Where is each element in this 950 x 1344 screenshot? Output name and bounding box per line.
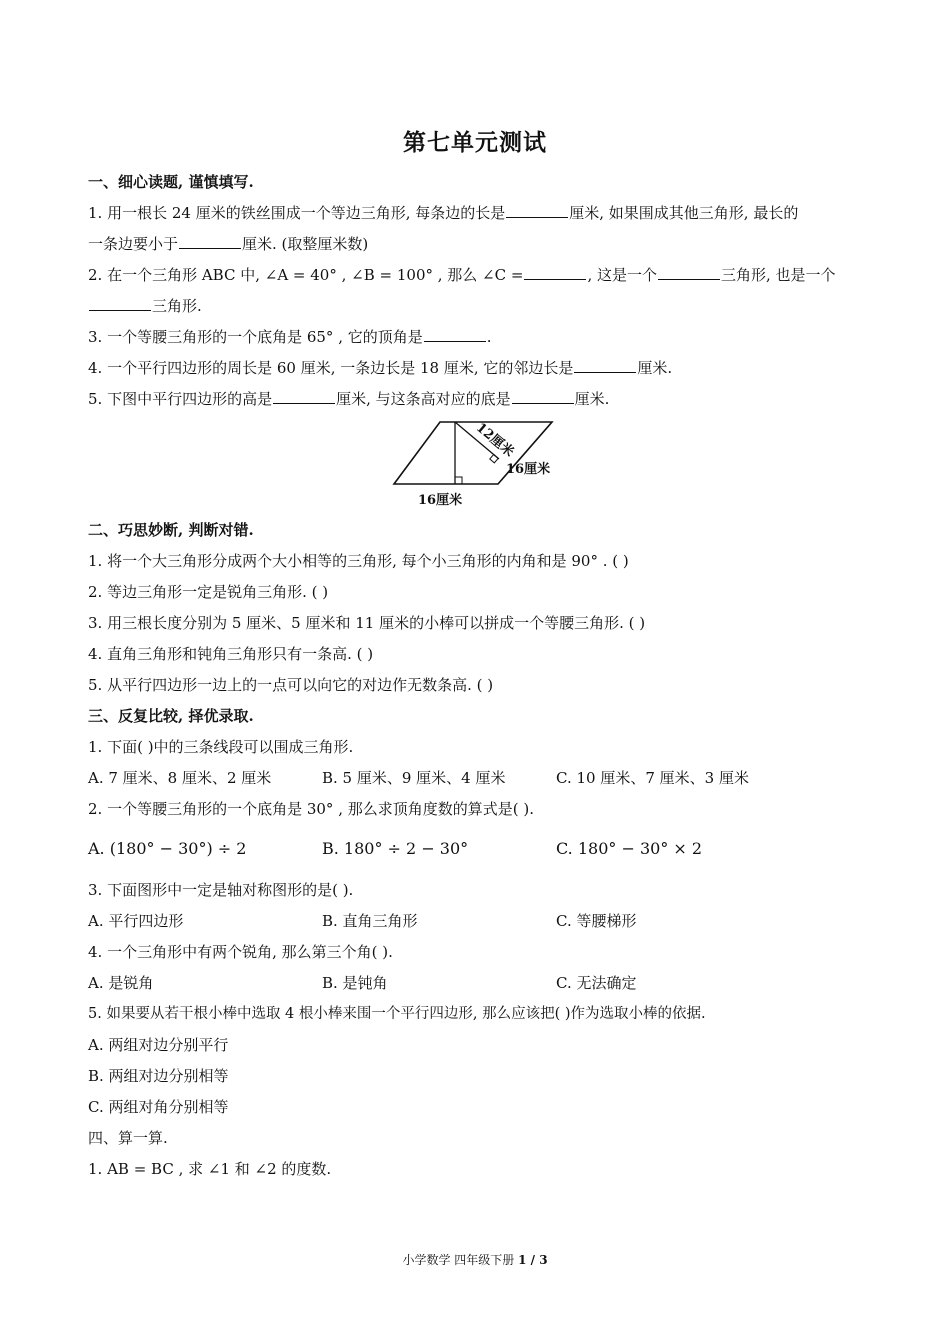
s2-item-4: 4. 直角三角形和钝角三角形只有一条高. ( ) (88, 645, 374, 663)
s1-q1-line2 (88, 234, 368, 254)
s1-q1-text-c: 一条边要小于 (88, 235, 179, 253)
s2-item-3: 3. 用三根长度分别为 5 厘米、5 厘米和 11 厘米的小棒可以拼成一个等腰三角形. ( ) (88, 614, 646, 632)
s2-item-5: 5. 从平行四边形一边上的一点可以向它的对边作无数条高. ( ) (88, 676, 494, 694)
s3-q4: 4. 一个三角形中有两个锐角, 那么第三个角( ). (88, 943, 393, 961)
right-angle-mark (455, 477, 462, 484)
s3-q2-option-a[interactable]: A. (180° − 30°) ÷ 2 (88, 839, 247, 858)
s3-q1-option-b[interactable]: B. 5 厘米、9 厘米、4 厘米 (322, 769, 506, 787)
s1-q2-line1 (88, 265, 836, 285)
section-3-heading: 三、反复比较, 择优录取. (88, 707, 254, 725)
s1-q5-text-c: 厘米. (574, 390, 610, 408)
s1-q1-text-a: 1. 用一根长 24 厘米的铁丝围成一个等边三角形, 每条边的长是 (88, 204, 506, 222)
s1-q4-text-a: 4. 一个平行四边形的周长是 60 厘米, 一条边长是 18 厘米, 它的邻边长是 (88, 359, 574, 377)
answer-blank[interactable] (424, 327, 486, 342)
footer-subject: 小学数学 四年级下册 (402, 1253, 515, 1267)
s3-q4-option-c[interactable]: C. 无法确定 (556, 974, 637, 992)
s1-q1-line1 (88, 203, 798, 223)
s1-q3-text-a: 3. 一个等腰三角形的一个底角是 65° , 它的顶角是 (88, 328, 423, 346)
s2-item-1: 1. 将一个大三角形分成两个大小相等的三角形, 每个小三角形的内角和是 90° . ( ) (88, 552, 629, 570)
label-base-16: 16厘米 (418, 493, 463, 508)
s4-q1: 1. AB = BC , 求 ∠1 和 ∠2 的度数. (88, 1160, 332, 1178)
answer-blank[interactable] (89, 296, 151, 311)
s1-q5-text-b: 厘米, 与这条高对应的底是 (336, 390, 511, 408)
answer-blank[interactable] (179, 234, 241, 249)
s2-item-2: 2. 等边三角形一定是锐角三角形. ( ) (88, 583, 329, 601)
footer-page-number: 1 / 3 (518, 1253, 548, 1267)
s1-q2-text-a: 2. 在一个三角形 ABC 中, ∠A = 40° , ∠B = 100° , 那么 ∠C = (88, 266, 524, 284)
s1-q5-text-a: 5. 下图中平行四边形的高是 (88, 390, 273, 408)
s1-q1-text-d: 厘米. (取整厘米数) (242, 235, 369, 253)
page-footer (0, 1251, 950, 1268)
s3-q3-option-b[interactable]: B. 直角三角形 (322, 912, 418, 930)
answer-blank[interactable] (506, 203, 568, 218)
page-title: 第七单元测试 (403, 129, 547, 156)
s3-q4-option-b[interactable]: B. 是钝角 (322, 974, 388, 992)
s1-q5 (88, 389, 609, 409)
s3-q5-option-b[interactable]: B. 两组对边分别相等 (88, 1067, 229, 1085)
s1-q2-text-b: , 这是一个 (587, 266, 657, 284)
s1-q2-text-c: 三角形, 也是一个 (721, 266, 836, 284)
s1-q4-text-b: 厘米. (637, 359, 673, 377)
s3-q1: 1. 下面( )中的三条线段可以围成三角形. (88, 738, 354, 756)
answer-blank[interactable] (658, 265, 720, 280)
s1-q3-text-b: . (486, 328, 492, 346)
s3-q2: 2. 一个等腰三角形的一个底角是 30° , 那么求顶角度数的算式是( ). (88, 800, 534, 818)
s3-q2-option-b[interactable]: B. 180° ÷ 2 − 30° (322, 839, 469, 858)
section-1-heading: 一、细心读题, 谨慎填写. (88, 173, 254, 191)
label-height-12: 12厘米 (472, 420, 517, 461)
parallelogram-figure (380, 414, 580, 514)
s3-q3: 3. 下面图形中一定是轴对称图形的是( ). (88, 881, 354, 899)
s1-q2-text-d: 三角形. (152, 297, 202, 315)
s3-q2-option-c[interactable]: C. 180° − 30° × 2 (556, 839, 703, 858)
s3-q3-option-c[interactable]: C. 等腰梯形 (556, 912, 637, 930)
s1-q1-text-b: 厘米, 如果围成其他三角形, 最长的 (569, 204, 799, 222)
label-side-16: 16厘米 (506, 462, 551, 477)
s3-q4-option-a[interactable]: A. 是锐角 (88, 974, 154, 992)
answer-blank[interactable] (512, 389, 574, 404)
s1-q3 (88, 327, 492, 347)
s3-q5: 5. 如果要从若干根小棒中选取 4 根小棒来围一个平行四边形, 那么应该把( )作为选取小棒的依据. (88, 1006, 706, 1022)
s3-q3-option-a[interactable]: A. 平行四边形 (88, 912, 184, 930)
section-2-heading: 二、巧思妙断, 判断对错. (88, 521, 254, 539)
answer-blank[interactable] (273, 389, 335, 404)
right-angle-mark (490, 454, 498, 462)
answer-blank[interactable] (574, 358, 636, 373)
section-4-heading: 四、算一算. (88, 1129, 168, 1147)
s1-q2-line2 (88, 296, 202, 316)
s3-q1-option-c[interactable]: C. 10 厘米、7 厘米、3 厘米 (556, 769, 749, 787)
s3-q5-option-c[interactable]: C. 两组对角分别相等 (88, 1098, 229, 1116)
s1-q4 (88, 358, 672, 378)
s3-q5-option-a[interactable]: A. 两组对边分别平行 (88, 1036, 229, 1054)
answer-blank[interactable] (524, 265, 586, 280)
s3-q1-option-a[interactable]: A. 7 厘米、8 厘米、2 厘米 (88, 769, 272, 787)
